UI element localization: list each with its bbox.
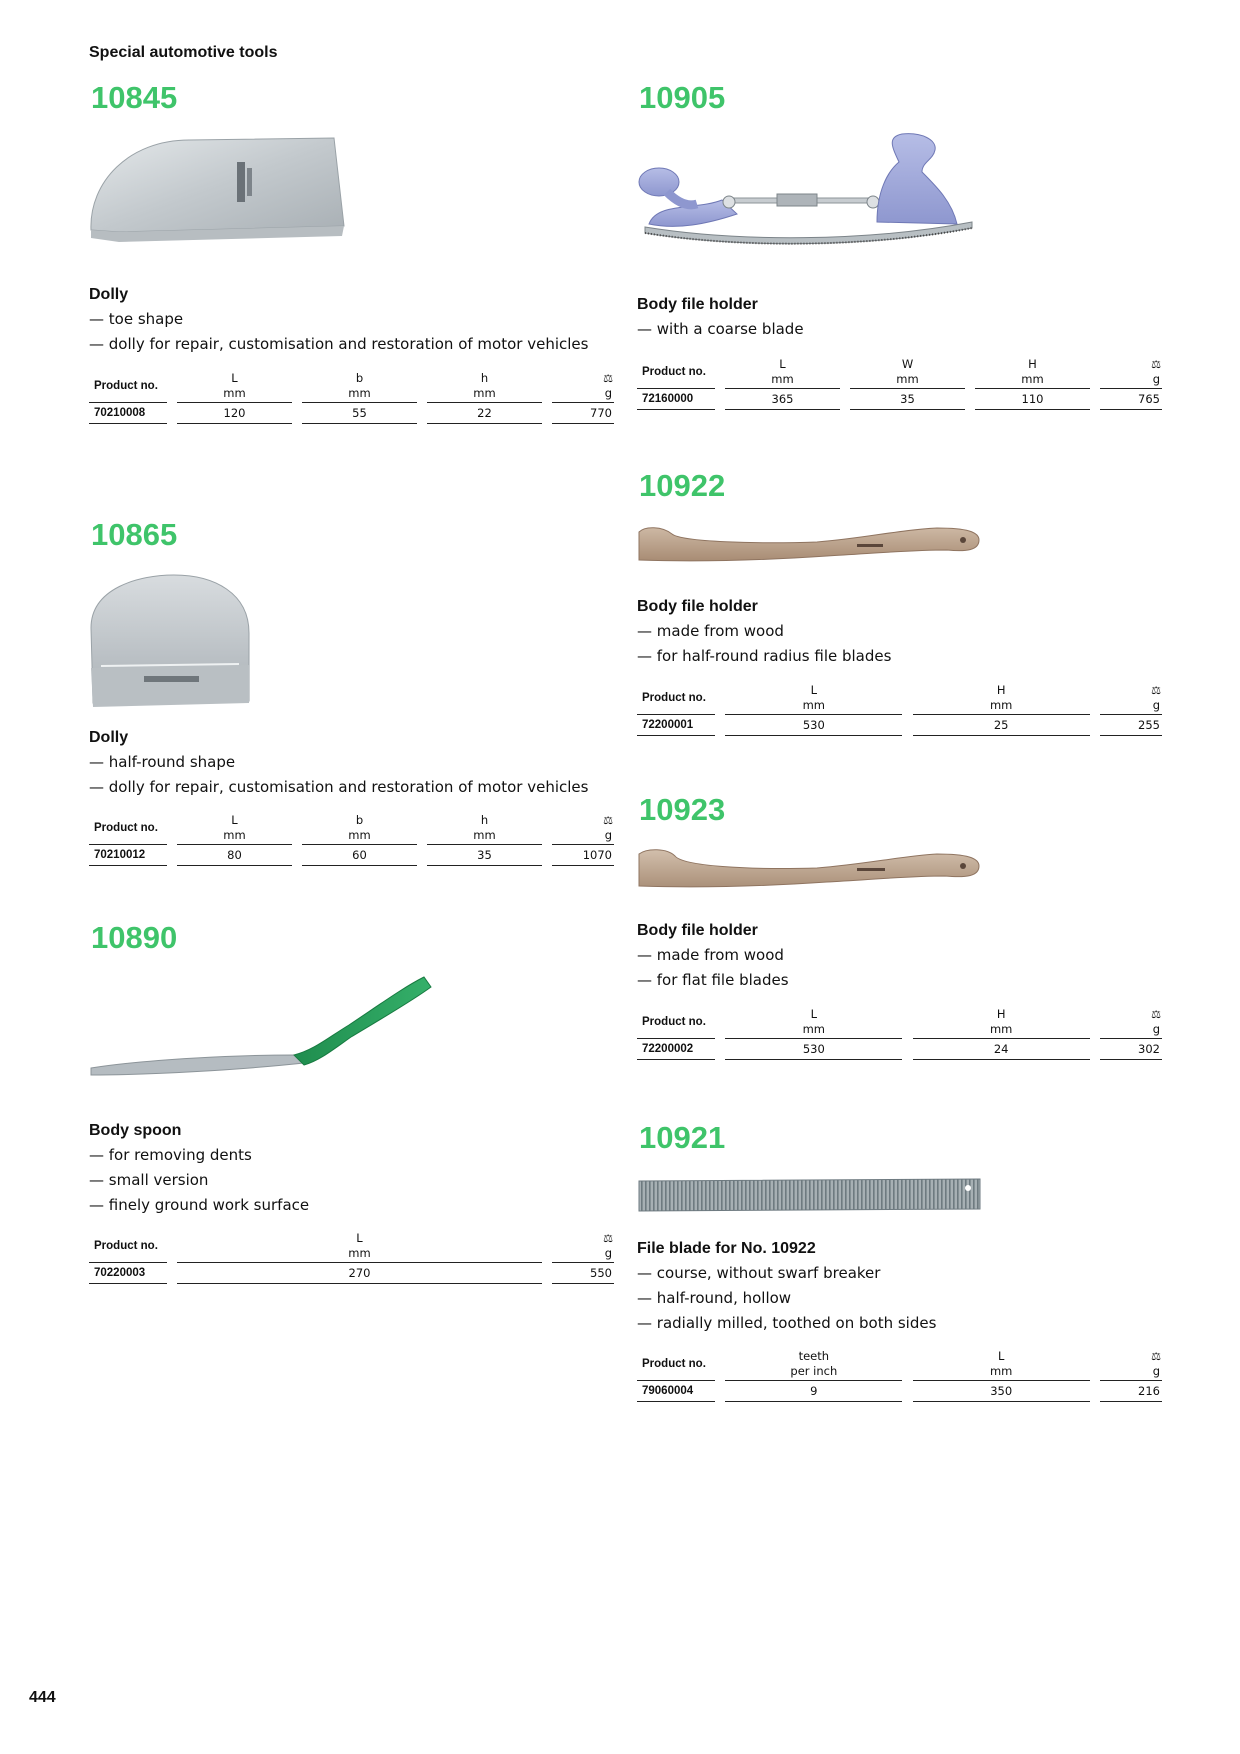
header-weight: ⚖ g (1100, 683, 1162, 715)
scale-icon: ⚖ (1151, 1350, 1160, 1363)
table-row: 70210008 120 55 22 770 (89, 403, 614, 424)
header-weight: ⚖ g (1100, 1007, 1162, 1039)
header-col: h mm (427, 813, 542, 845)
spec-table (637, 683, 1162, 736)
scale-icon: ⚖ (603, 1232, 612, 1245)
feature-item: — course, without swarf breaker (637, 1261, 936, 1286)
scale-icon: ⚖ (1151, 684, 1160, 697)
header-col: L mm (725, 683, 902, 715)
spec-table (89, 1231, 614, 1284)
body-spoon-image (89, 975, 434, 1085)
product-number: 10923 (639, 792, 726, 827)
spec-header-row: Product no. L mm H mm ⚖ g (637, 683, 1162, 715)
spec-table (637, 357, 1162, 410)
header-col: L mm (725, 357, 840, 389)
feature-list (637, 943, 789, 993)
file-blade-image (637, 1175, 982, 1215)
header-col: H mm (913, 683, 1090, 715)
spec-header-row (89, 371, 614, 403)
feature-item: — for flat file blades (637, 968, 789, 993)
header-col: b mm (302, 813, 417, 845)
product-10921 (637, 1120, 1162, 1430)
feature-item: — for half-round radius file blades (637, 644, 891, 669)
page-number: 444 (29, 1689, 56, 1706)
header-weight: ⚖ g (552, 813, 614, 845)
header-weight: ⚖ g (552, 371, 614, 403)
header-col: H mm (913, 1007, 1090, 1039)
spec-header-row: Product no. teeth per inch L mm ⚖ g (637, 1349, 1162, 1381)
feature-list (637, 317, 804, 342)
product-name: Body file holder (637, 922, 758, 939)
table-row: 70210012 80 60 35 1070 (89, 845, 614, 866)
feature-list (637, 1261, 936, 1336)
spec-table (637, 1007, 1162, 1060)
scale-icon: ⚖ (603, 814, 612, 827)
table-row: 72160000 365 35 110 765 (637, 389, 1162, 410)
product-number: 10890 (91, 920, 178, 955)
feature-item: — with a coarse blade (637, 317, 804, 342)
feature-item: — dolly for repair, customisation and restoration of motor vehicles (89, 775, 588, 800)
product-number: 10865 (91, 517, 178, 552)
header-product-no: Product no. (89, 371, 167, 403)
table-row: 79060004 9 350 216 (637, 1381, 1162, 1402)
feature-list (89, 750, 588, 800)
product-10923 (637, 792, 1162, 1082)
header-col: L mm (177, 1231, 542, 1263)
feature-list (637, 619, 891, 669)
product-10905 (637, 80, 1162, 430)
dolly-half-round-image (89, 573, 254, 709)
header-col: L mm (913, 1349, 1090, 1381)
header-col: L mm (177, 813, 292, 845)
feature-list (89, 1143, 309, 1218)
dolly-toe-shape-image (89, 132, 349, 247)
body-file-holder-wood-flat-image (637, 848, 982, 893)
feature-item: — radially milled, toothed on both sides (637, 1311, 936, 1336)
spec-table (89, 813, 614, 866)
product-10865 (89, 517, 614, 897)
spec-header-row: Product no. L mm b mm h mm ⚖ g (89, 813, 614, 845)
feature-item: — dolly for repair, customisation and restoration of motor vehicles (89, 332, 588, 357)
product-number: 10921 (639, 1120, 726, 1155)
header-col: b mm (302, 371, 417, 403)
body-file-holder-metal-image (637, 132, 982, 247)
scale-icon: ⚖ (603, 372, 612, 385)
feature-item: — small version (89, 1168, 309, 1193)
product-10890 (89, 920, 614, 1320)
spec-header-row: Product no. L mm H mm ⚖ g (637, 1007, 1162, 1039)
product-name: Body spoon (89, 1122, 182, 1139)
header-weight: ⚖ g (552, 1231, 614, 1263)
feature-item: — for removing dents (89, 1143, 309, 1168)
product-number: 10905 (639, 80, 726, 115)
spec-header-row: Product no. L mm W mm H mm ⚖ g (637, 357, 1162, 389)
section-title: Special automotive tools (89, 44, 278, 61)
feature-item: — toe shape (89, 307, 588, 332)
spec-header-row: Product no. L mm ⚖ g (89, 1231, 614, 1263)
feature-item: — finely ground work surface (89, 1193, 309, 1218)
header-col: L mm (177, 371, 292, 403)
product-name: Body file holder (637, 598, 758, 615)
feature-item: — made from wood (637, 943, 789, 968)
scale-icon: ⚖ (1151, 1008, 1160, 1021)
spec-table (89, 371, 614, 424)
product-number: 10845 (91, 80, 178, 115)
product-name: File blade for No. 10922 (637, 1240, 816, 1257)
table-row: 72200001 530 25 255 (637, 715, 1162, 736)
header-weight: ⚖ g (1100, 1349, 1162, 1381)
scale-icon: ⚖ (1151, 358, 1160, 371)
header-col: H mm (975, 357, 1090, 389)
product-name: Body file holder (637, 296, 758, 313)
product-name: Dolly (89, 729, 129, 746)
table-row: 72200002 530 24 302 (637, 1039, 1162, 1060)
feature-list (89, 307, 588, 357)
product-10922 (637, 468, 1162, 758)
header-col: L mm (725, 1007, 902, 1039)
header-weight: ⚖ g (1100, 357, 1162, 389)
product-number: 10922 (639, 468, 726, 503)
feature-item: — half-round, hollow (637, 1286, 936, 1311)
body-file-holder-wood-radius-image (637, 524, 982, 569)
product-10845 (89, 80, 614, 480)
spec-table (637, 1349, 1162, 1402)
header-col: W mm (850, 357, 965, 389)
header-col: teeth per inch (725, 1349, 902, 1381)
feature-item: — half-round shape (89, 750, 588, 775)
feature-item: — made from wood (637, 619, 891, 644)
table-row: 70220003 270 550 (89, 1263, 614, 1284)
product-name: Dolly (89, 286, 129, 303)
header-col: h mm (427, 371, 542, 403)
